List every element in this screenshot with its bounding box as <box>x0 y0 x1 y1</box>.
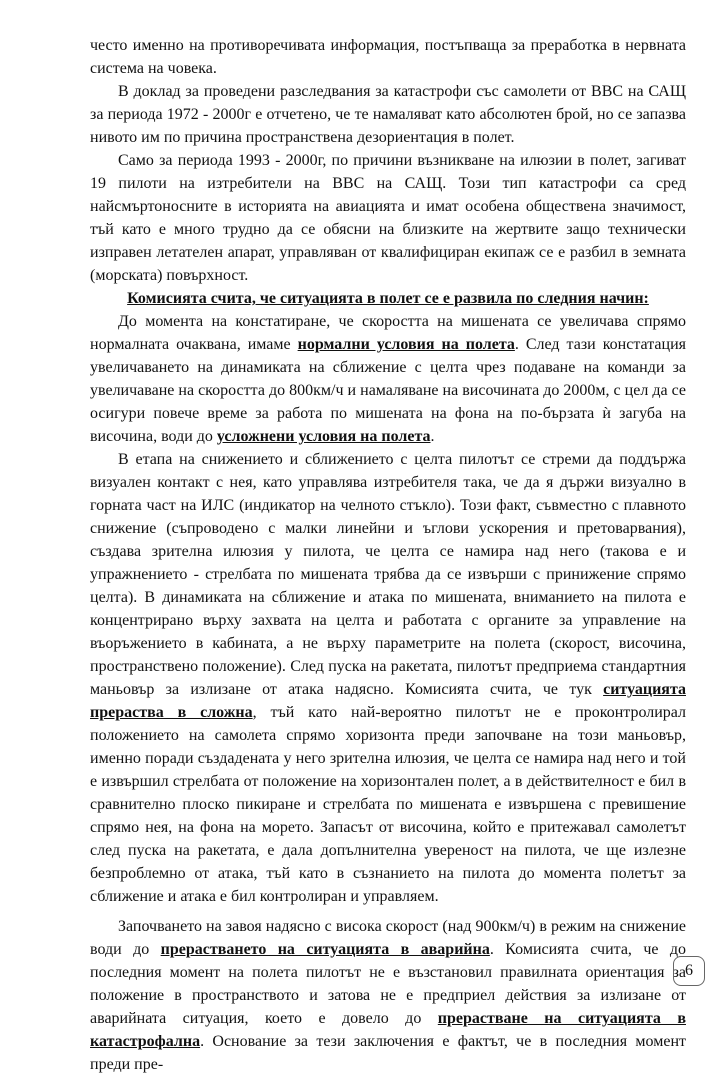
complex-situation-emphasis: ситуацията прераства в сложна <box>90 681 686 721</box>
paragraph-5-text-c: , тъй като най-вероятно пилотът не е проконтролирал положението на самолета спрямо хоризонта преди започване на този маньовър, именно поради създадената у него зрителна илюзия, че целта се намира над него и той е извършил стрелбата от положение на хоризонтален полет, а в действителност е бил в сравнително плоско пикиране и стрелбата по мишената е извършена с превишение спрямо нея, на фона на морето. Запасът от височина, който е притежавал самолетът след пуска на ракетата, е дала допълнителна увереност на пилота, че ще излезне безпроблемно от атака, тъй като в съзнанието на пилота до момента полетът за сближение и атака е бил контролиран и управляем. <box>90 704 687 905</box>
paragraph-6-text-e: . Основание за тези заключения е фактът, че в последния момент преди пре- <box>90 1033 686 1073</box>
paragraph-4-text-c: . След тази констатация увеличаването на динамиката на сближение с целта чрез подаване на команди за увеличаване на скоростта до 800км/ч и намаляване на височината до 2000м, с цел да се осигури повече време за работа по мишената на фона на по-бързата ѝ загуба на височина, води до <box>90 336 686 445</box>
normal-conditions-emphasis: нормални условия на полета <box>297 336 515 353</box>
paragraph-5 <box>90 448 686 908</box>
paragraph-2: В доклад за проведени разследвания за катастрофи със самолети от ВВС на САЩ за периода 1972 - 2000г е отчетено, че те намаляват като абсолютен брой, но се запазва нивото им по причина пространствена дезориентация в полет. <box>90 83 686 146</box>
paragraph-6-text-a: Започването на завоя надясно с висока скорост (над 900км/ч) в режим на снижение води до <box>90 918 686 958</box>
catastrophic-situation-emphasis: прерастване на ситуацията в катастрофална <box>90 1010 686 1050</box>
paragraph-4 <box>90 310 686 448</box>
paragraph-4-text-a: До момента на констатиране, че скоростта на мишената се увеличава спрямо нормалната очаквана, имаме <box>90 313 686 353</box>
section-heading: Комисията счита, че ситуацията в полет се е развила по следния начин: <box>127 290 649 307</box>
paragraph-6 <box>90 915 686 1076</box>
paragraph-3: Само за периода 1993 - 2000г, по причини възникване на илюзии в полет, загиват 19 пилоти на изтребители на ВВС на САЩ. Този тип катастрофи са сред найсмъртоносните в историята на авиацията и имат особена обществена значимост, тъй като е много трудно да се обясни на близките на жертвите защо технически изправен летателен апарат, управляван от квалифициран екипаж се е разбил в земната (морската) повърхност. <box>90 152 686 284</box>
paragraph-6-text-c: . Комисията счита, че до последния момент на полета пилотът не е възстановил правилната ориентация за положение в пространството и затова не е предприел действия за излизане от аварийната ситуация, което е довело до <box>90 941 687 1027</box>
page-number: 6 <box>673 956 705 986</box>
paragraph-1: често именно на противоречивата информация, постъпваща за преработка в нервната система на човека. <box>90 37 686 77</box>
complicated-conditions-emphasis: усложнени условия на полета <box>216 428 431 445</box>
emergency-situation-emphasis: прерастването на ситуацията в аварийна <box>160 941 490 958</box>
paragraph-4-text-e: . <box>430 428 435 445</box>
paragraph-5-text-a: В етапа на снижението и сближението с целта пилотът се стреми да поддържа визуален контакт с нея, като управлява изтребителя така, че да я държи визуално в горната част на ИЛС (индикатор на челното стъкло). Този факт, съвместно с плавното снижение (съпроводено с малки линейни и ъглови ускорения и претоварвания), създава зрителна илюзия у пилота, че целта се намира над него (такова е и упражнението - стрелбата по мишената трябва да се извърши с принижение спрямо целта). В динамиката на сближение и атака по мишената, вниманието на пилота е концентрирано върху захвата на целта и работата с органите за управление на въоръжението в кабината, а не върху параметрите на полета (скорост, височина, пространствено положение). След пуска на ракетата, пилотът предприема стандартния маньовър за излизане от атака надясно. Комисията счита, че тук <box>90 451 686 698</box>
document-body <box>90 34 686 1076</box>
